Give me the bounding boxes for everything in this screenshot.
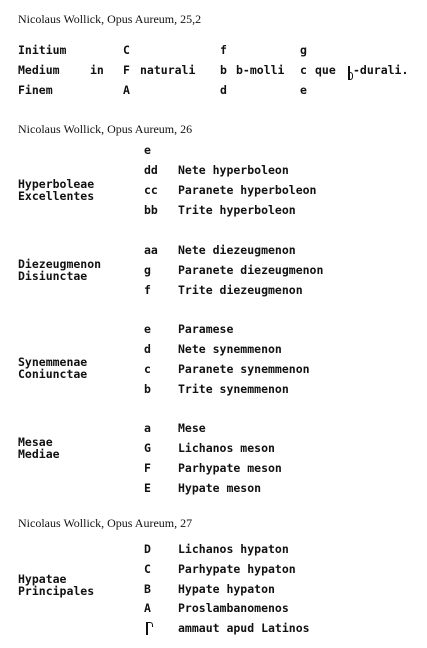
note-letter: c [144,362,151,376]
medium-c: c [300,63,307,77]
tetrachord-label-line2: Excellentes [18,189,95,203]
tetrachord-label-line2: Mediae [18,447,60,461]
tetrachord-label-synemmenae [18,356,87,380]
tetrachord-label-line1: Hypatae [18,572,67,586]
tetrachord-label-line2: Principales [18,584,95,598]
note-name: Trite diezeugmenon [178,283,303,297]
medium-f: F [123,63,130,77]
note-letter: D [144,542,151,556]
note-letter: E [144,481,151,495]
tetrachord-label-line2: Coniunctae [18,367,88,381]
note-letter: f [144,283,151,297]
note-name: Hypate hypaton [178,582,275,596]
initium-g: g [300,43,307,57]
note-letter: cc [144,183,158,197]
note-name: Parhypate meson [178,461,282,475]
note-letter: aa [144,243,158,257]
tetrachord-label-line2: Disiunctae [18,269,88,283]
note-name: Nete synemmenon [178,342,282,356]
note-letter: d [144,342,151,356]
note-letter: B [144,582,151,596]
tetrachord-label-line1: Synemmenae [18,355,88,369]
finem-d: d [220,83,227,97]
note-name: Paranete synemmenon [178,362,310,376]
medium-label: Medium [18,63,60,77]
note-name: Lichanos hypaton [178,542,289,556]
note-name: Paranete diezeugmenon [178,263,324,277]
initium-c: C [123,43,130,57]
note-letter: g [144,263,151,277]
note-name: Nete diezeugmenon [178,243,296,257]
note-letter: bb [144,203,158,217]
tetrachord-label-line1: Hyperboleae [18,177,95,191]
medium-in: in [90,63,104,77]
note-name: ammaut apud Latinos [178,621,310,635]
tetrachord-label-mesae [18,436,60,460]
note-letter: F [144,461,151,475]
caption-opus-aureum-25-2: Nicolaus Wollick, Opus Aureum, 25,2 [18,12,202,26]
note-letter: A [144,601,151,615]
finem-e: e [300,83,307,97]
note-name: Lichanos meson [178,441,275,455]
medium-que: que [315,63,336,77]
note-name: Paramese [178,322,234,336]
note-name: Trite hyperboleon [178,203,296,217]
caption-opus-aureum-26: Nicolaus Wollick, Opus Aureum, 26 [18,122,193,136]
tetrachord-label-line1: Mesae [18,435,53,449]
note-name: Hypate meson [178,481,262,495]
finem-label: Finem [18,83,53,97]
caption-opus-aureum-27: Nicolaus Wollick, Opus Aureum, 27 [18,516,193,530]
note-name: Trite synemmenon [178,382,289,396]
note-letter: a [144,421,151,435]
medium-durali: -durali. [353,63,409,77]
tetrachord-label-hyperboleae [18,178,94,202]
note-name: Proslambanomenos [178,601,289,615]
finem-a: A [123,83,130,97]
medium-b-molli: b-molli [236,63,285,77]
medium-b: b [220,63,227,77]
note-letter: e [144,143,151,157]
note-name: Parhypate hypaton [178,562,296,576]
note-name: Mese [178,421,206,435]
initium-label: Initium [18,43,67,57]
tetrachord-label-diezeugmenon [18,258,101,282]
medium-naturali: naturali [140,63,196,77]
tetrachord-label-hypatae [18,573,94,597]
note-letter: G [144,441,151,455]
note-letter: C [144,562,151,576]
note-letter: dd [144,163,158,177]
note-name: Paranete hyperboleon [178,183,317,197]
note-letter: e [144,322,151,336]
gamma-ut-icon [144,621,152,635]
note-name: Nete hyperboleon [178,163,289,177]
tetrachord-label-line1: Diezeugmenon [18,257,102,271]
note-letter: b [144,382,151,396]
initium-f: f [220,43,227,57]
